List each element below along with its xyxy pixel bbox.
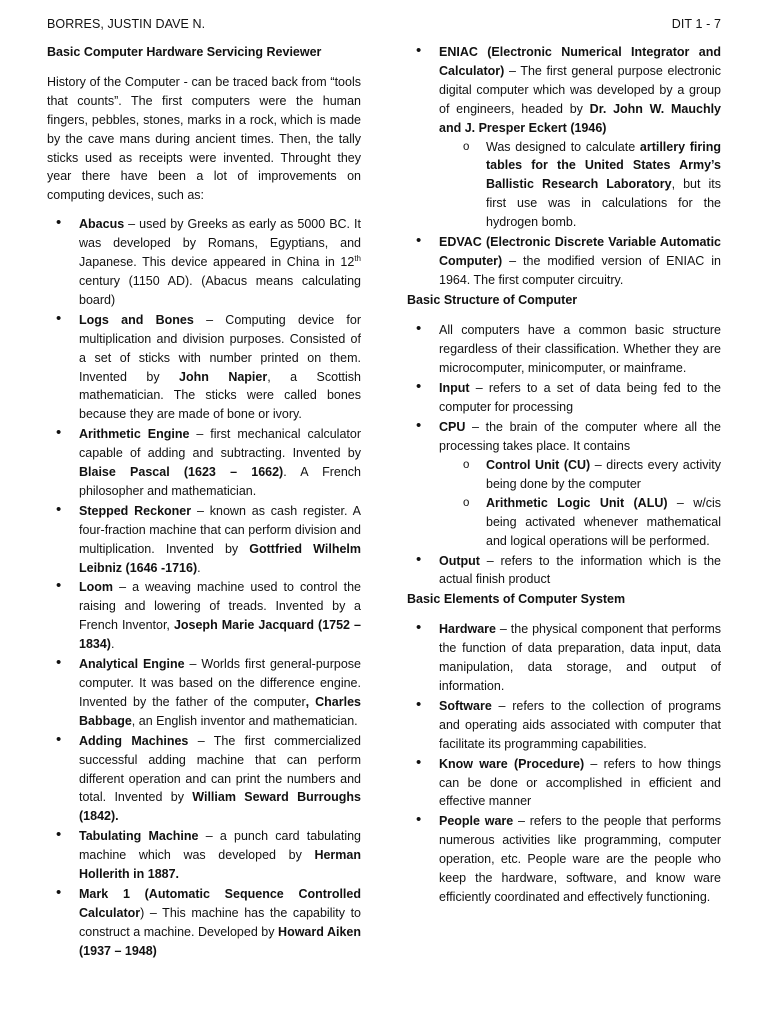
list-item: • Output – refers to the information which is the actual finish product [407, 552, 721, 590]
elements-list [407, 620, 721, 907]
list-item: • People ware – refers to the people that performs numerous activities like programming, computer operation, etc. People ware are the people who keep the hardware, software, and know ware efficiently coordinated and effectively functioning. [407, 812, 721, 907]
list-item: • Know ware (Procedure) – refers to how things can be done or accomplished in efficient and effective manner [407, 755, 721, 812]
sub-list-item: o Control Unit (CU) – directs every activity being done by the computer [439, 456, 721, 494]
list-item: • Arithmetic Engine – first mechanical calculator capable of adding and subtracting. Invented by Blaise Pascal (1623 – 1662). A French philosopher and mathematician. [47, 425, 361, 501]
list-item: • Abacus – used by Greeks as early as 5000 BC. It was developed by Romans, Egyptians, and Japanese. This device appeared in China in 12th century (1150 AD). (Abacus means calculating board) [47, 215, 361, 310]
right-column [407, 43, 721, 908]
list-item: • Mark 1 (Automatic Sequence Controlled Calculator) – This machine has the capability to construct a machine. Developed by Howard Aiken (1937 – 1948) [47, 885, 361, 961]
list-item: • Adding Machines – The first commercialized successful adding machine that can perform different operation and can print the numbers and total. Invented by William Seward Burroughs (1842). [47, 732, 361, 827]
list-item: • Loom – a weaving machine used to control the raising and lowering of treads. Invented by a French Inventor, Joseph Marie Jacquard (1752 – 1834). [47, 578, 361, 654]
list-item: • Software – refers to the collection of programs and operating aids associated with computer that facilitate its programming capabilities. [407, 697, 721, 754]
list-item: • Logs and Bones – Computing device for multiplication and division purposes. Consisted of a set of sticks with number printed on them. Invented by John Napier, a Scottish mathematician. The sticks were called bones because they are made of bone or ivory. [47, 311, 361, 424]
sub-list-item: o Arithmetic Logic Unit (ALU) – w/cis being activated whenever mathematical and logical operations will be performed. [439, 494, 721, 551]
left-column [47, 43, 361, 962]
author-name: BORRES, JUSTIN DAVE N. [47, 17, 206, 31]
elements-heading: Basic Elements of Computer System [407, 592, 626, 607]
list-item: • Hardware – the physical component that performs the function of data preparation, data input, data manipulation, data storage, and output of information. [407, 620, 721, 696]
sub-list [439, 138, 721, 233]
structure-heading: Basic Structure of Computer [407, 292, 578, 307]
list-item: • Stepped Reckoner – known as cash register. A four-fraction machine that can perform division and multiplication. Invented by Gottfried Wilhelm Leibniz (1646 -1716). [47, 502, 361, 578]
list-item: • Tabulating Machine – a punch card tabulating machine which was developed by Herman Hollerith in 1887. [47, 827, 361, 884]
list-item: • All computers have a common basic structure regardless of their classification. Whether they are microcomputer, minicomputer, or mainframe. [407, 321, 721, 378]
early-computers-list [407, 43, 721, 290]
document-title: Basic Computer Hardware Servicing Reviewer [47, 45, 322, 59]
sub-list-item: o Was designed to calculate artillery firing tables for the United States Army’s Ballistic Research Laboratory, but its first use was in calculations for the hydrogen bomb. [439, 138, 721, 233]
list-item: • ENIAC (Electronic Numerical Integrator and Calculator) – The first general purpose electronic digital computer which was developed by a group of engineers, headed by Dr. John W. Mauchly and J. Presper Eckert (1946) o Was designed to calculate artillery firing tables for the United States Army’s Ballistic Research Laboratory, but its first use was in calculations for the hydrogen bomb. [407, 43, 721, 232]
list-item: • Analytical Engine – Worlds first general-purpose computer. It was based on the difference engine. Invented by the father of the computer, Charles Babbage, an English inventor and mathematician. [47, 655, 361, 731]
sub-list [439, 456, 721, 551]
computing-devices-list [47, 215, 361, 960]
intro-paragraph: History of the Computer - can be traced back from “tools that counts”. The first computers were the human fingers, pebbles, stones, marks in a rock, which is made by the cave mans during ancient times. Then, the tally sticks used as receipts were invented. Throught they year there have been a lot of improvements on computing devices, such as: [47, 74, 361, 203]
list-item: • EDVAC (Electronic Discrete Variable Automatic Computer) – the modified version of ENIAC in 1964. The first computer circuitry. [407, 233, 721, 290]
list-item: • Input – refers to a set of data being fed to the computer for processing [407, 379, 721, 417]
section-label: DIT 1 - 7 [671, 17, 721, 31]
structure-list [407, 321, 721, 590]
list-item: • CPU – the brain of the computer where all the processing takes place. It contains o Control Unit (CU) – directs every activity being done by the computer o Arithmetic Logic Unit (ALU) – w/cis being activated whenever mathematical and logical operations will be performed. [407, 418, 721, 550]
